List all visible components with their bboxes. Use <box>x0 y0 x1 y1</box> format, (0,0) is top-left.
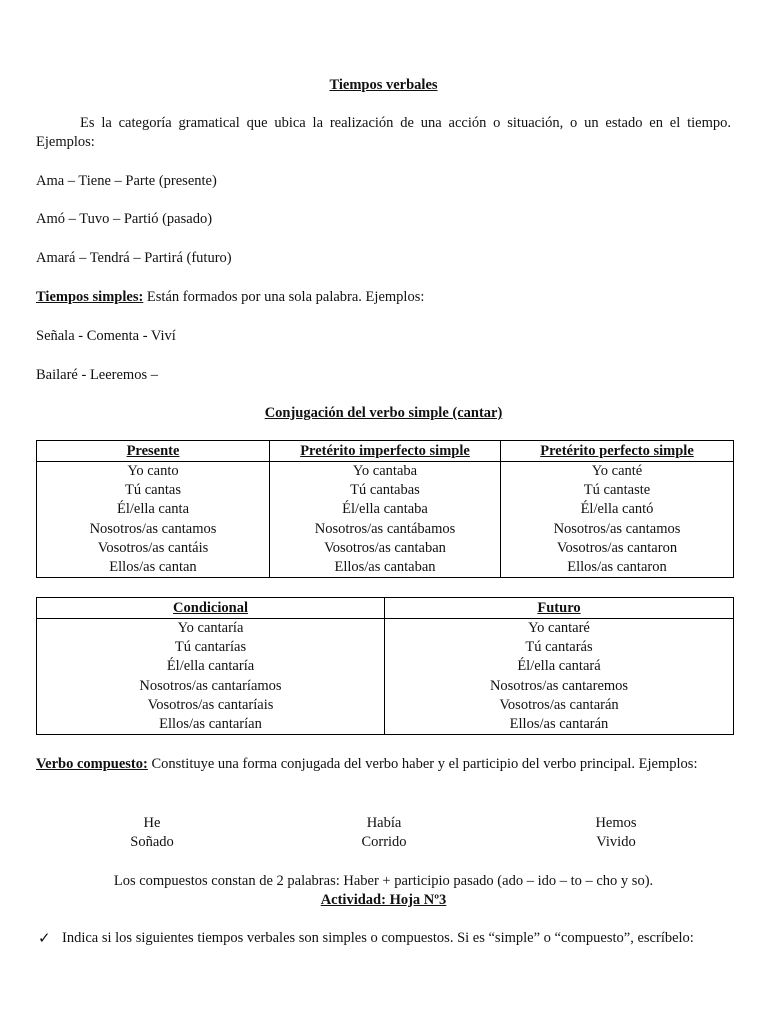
table-row <box>37 638 734 657</box>
table-row <box>37 539 734 558</box>
conjugation-title: Conjugación del verbo simple (cantar) <box>264 405 503 421</box>
auxiliary-verb: Hemos <box>595 815 637 831</box>
table-row <box>37 715 734 735</box>
simples-paragraph <box>36 288 731 307</box>
table-header-row <box>37 441 734 462</box>
table-cell: Nosotros/as cantaremos <box>385 677 734 696</box>
simples-example-1: Señala - Comenta - Viví <box>36 328 176 344</box>
table-cell: Yo cantaré <box>385 619 734 639</box>
table-row <box>37 696 734 715</box>
table-cell: Nosotros/as cantábamos <box>270 520 501 539</box>
participle: Vivido <box>596 834 636 850</box>
table-cell: Tú cantabas <box>270 481 501 500</box>
table-cell: Vosotros/as cantáis <box>37 539 270 558</box>
column-header: Condicional <box>37 598 385 619</box>
table-cell: Él/ella cantó <box>501 500 734 519</box>
table-row <box>37 657 734 676</box>
table-cell: Tú cantarás <box>385 638 734 657</box>
table-header-row <box>37 598 734 619</box>
table-cell: Vosotros/as cantarán <box>385 696 734 715</box>
table-cell: Tú cantaste <box>501 481 734 500</box>
checkmark-icon: ✓ <box>38 931 51 947</box>
auxiliary-verb: He <box>143 815 161 831</box>
table-cell: Nosotros/as cantamos <box>37 520 270 539</box>
example-present: Ama – Tiene – Parte (presente) <box>36 173 217 189</box>
compound-note: Los compuestos constan de 2 palabras: Haber + participio pasado (ado – ido – to – cho y so). <box>113 873 654 889</box>
compuesto-paragraph <box>36 755 731 774</box>
conditional-future-table <box>36 597 734 735</box>
compuesto-label: Verbo compuesto: <box>36 756 148 772</box>
table-cell: Yo cantaría <box>37 619 385 639</box>
table-cell: Yo cantaba <box>270 462 501 482</box>
table-row <box>37 558 734 578</box>
table-cell: Ellos/as cantarán <box>385 715 734 735</box>
table-cell: Tú cantas <box>37 481 270 500</box>
example-future: Amará – Tendrá – Partirá (futuro) <box>36 250 232 266</box>
table-row <box>37 520 734 539</box>
table-row <box>37 619 734 639</box>
simples-text: Están formados por una sola palabra. Ejemplos: <box>143 289 425 305</box>
participle: Soñado <box>130 834 174 850</box>
table-cell: Yo canté <box>501 462 734 482</box>
table-row <box>37 677 734 696</box>
page-title: Tiempos verbales <box>329 77 438 93</box>
compound-example-2 <box>264 814 504 852</box>
table-cell: Él/ella cantaba <box>270 500 501 519</box>
table-row <box>37 500 734 519</box>
table-cell: Él/ella cantará <box>385 657 734 676</box>
table-row <box>37 481 734 500</box>
intro-paragraph: Es la categoría gramatical que ubica la realización de una acción o situación, o un estado en el tiempo. Ejemplos: <box>36 115 731 150</box>
table-cell: Él/ella cantaría <box>37 657 385 676</box>
compound-example-3 <box>496 814 736 852</box>
table-cell: Vosotros/as cantaríais <box>37 696 385 715</box>
table-cell: Él/ella canta <box>37 500 270 519</box>
activity-instruction: Indica si los siguientes tiempos verbales son simples o compuestos. Si es “simple” o “compuesto”, escríbelo: <box>62 930 694 946</box>
activity-title: Actividad: Hoja Nº3 <box>320 892 447 908</box>
table-cell: Vosotros/as cantaban <box>270 539 501 558</box>
table-cell: Ellos/as cantaron <box>501 558 734 578</box>
example-past: Amó – Tuvo – Partió (pasado) <box>36 211 213 227</box>
column-header: Presente <box>37 441 270 462</box>
column-header: Pretérito perfecto simple <box>501 441 734 462</box>
table-row <box>37 462 734 482</box>
simple-tenses-table <box>36 440 734 578</box>
simples-example-2: Bailaré - Leeremos – <box>36 367 158 383</box>
table-cell: Ellos/as cantan <box>37 558 270 578</box>
simples-label: Tiempos simples: <box>36 289 144 305</box>
table-cell: Nosotros/as cantaríamos <box>37 677 385 696</box>
participle: Corrido <box>361 834 407 850</box>
table-cell: Yo canto <box>37 462 270 482</box>
compuesto-text: Constituye una forma conjugada del verbo haber y el participio del verbo principal. Ejemplos: <box>147 756 698 772</box>
table-cell: Tú cantarías <box>37 638 385 657</box>
column-header: Futuro <box>385 598 734 619</box>
table-cell: Ellos/as cantarían <box>37 715 385 735</box>
auxiliary-verb: Había <box>366 815 402 831</box>
table-cell: Ellos/as cantaban <box>270 558 501 578</box>
table-cell: Nosotros/as cantamos <box>501 520 734 539</box>
table-cell: Vosotros/as cantaron <box>501 539 734 558</box>
column-header: Pretérito imperfecto simple <box>270 441 501 462</box>
compound-example-1 <box>32 814 272 852</box>
